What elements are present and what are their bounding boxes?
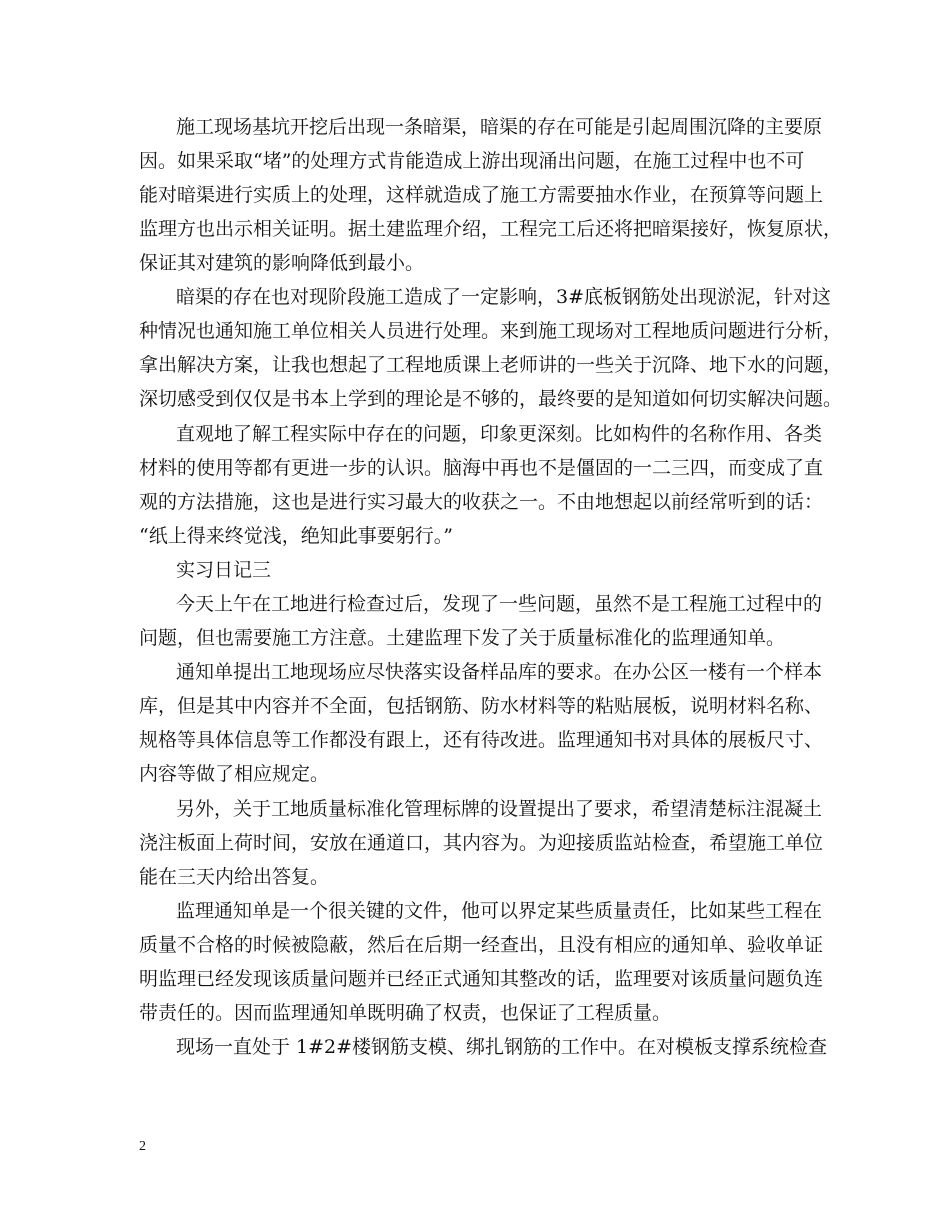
text-line: 能在三天内给出答复。 <box>139 866 330 888</box>
text-line: 种情况也通知施工单位相关人员进行处理。来到施工现场对工程地质问题进行分析， <box>139 320 843 342</box>
text-line: 观的方法措施，这也是进行实习最大的收获之一。不由地想起以前经常听到的话： <box>139 491 824 513</box>
text-line: 暗渠的存在也对现阶段施工造成了一定影响，3#底板钢筋处出现淤泥，针对这 <box>176 286 832 308</box>
text-line: 质量不合格的时候被隐蔽，然后在后期一经查出，且没有相应的通知单、验收单证 <box>139 934 824 956</box>
text-line: 通知单提出工地现场应尽快落实设备样品库的要求。在办公区一楼有一个样本 <box>176 661 823 683</box>
text-line: 施工现场基坑开挖后出现一条暗渠，暗渠的存在可能是引起周围沉降的主要原 <box>176 116 823 138</box>
text-line: 监理方也出示相关证明。据土建监理介绍，工程完工后还将把暗渠接好，恢复原状， <box>139 218 843 240</box>
text-line: 深切感受到仅仅是书本上学到的理论是不够的，最终要的是知道如何切实解决问题。 <box>139 388 843 410</box>
text-line: 现场一直处于 1#2#楼钢筋支模、绑扎钢筋的工作中。在对模板支撑系统检查 <box>176 1036 828 1058</box>
text-line: 浇注板面上荷时间，安放在通道口，其内容为。为迎接质监站检查，希望施工单位 <box>139 832 824 854</box>
text-line: 材料的使用等都有更进一步的认识。脑海中再也不是僵固的一二三四，而变成了直 <box>139 457 824 479</box>
text-line: 规格等具体信息等工作都没有跟上，还有待改进。监理通知书对具体的展板尺寸、 <box>139 729 824 751</box>
text-line: 带责任的。因而监理通知单既明确了权责，也保证了工程质量。 <box>139 1002 672 1024</box>
text-line: 库，但是其中内容并不全面，包括钢筋、防水材料等的粘贴展板，说明材料名称、 <box>139 695 824 717</box>
text-line: 因。如果采取“堵”的处理方式肯能造成上游出现涌出问题，在施工过程中也不可 <box>139 150 805 172</box>
text-line: 直观地了解工程实际中存在的问题，印象更深刻。比如构件的名称作用、各类 <box>176 423 823 445</box>
text-line: 问题，但也需要施工方注意。土建监理下发了关于质量标准化的监理通知单。 <box>139 627 786 649</box>
text-line: “纸上得来终觉浅，绝知此事要躬行。” <box>139 525 453 547</box>
page-number: 2 <box>139 1139 146 1154</box>
text-line: 今天上午在工地进行检查过后，发现了一些问题，虽然不是工程施工过程中的 <box>176 593 823 615</box>
text-line: 另外，关于工地质量标准化管理标牌的设置提出了要求，希望清楚标注混凝土 <box>176 798 823 820</box>
text-line: 内容等做了相应规定。 <box>139 763 330 785</box>
text-line: 明监理已经发现该质量问题并已经正式通知其整改的话，监理要对该质量问题负连 <box>139 968 824 990</box>
text-line: 保证其对建筑的影响降低到最小。 <box>139 252 425 274</box>
text-line: 监理通知单是一个很关键的文件，他可以界定某些质量责任，比如某些工程在 <box>176 900 823 922</box>
text-line: 能对暗渠进行实质上的处理，这样就造成了施工方需要抽水作业，在预算等问题上 <box>139 184 824 206</box>
section-heading: 实习日记三 <box>176 559 272 581</box>
text-line: 拿出解决方案，让我也想起了工程地质课上老师讲的一些关于沉降、地下水的问题， <box>139 354 843 376</box>
